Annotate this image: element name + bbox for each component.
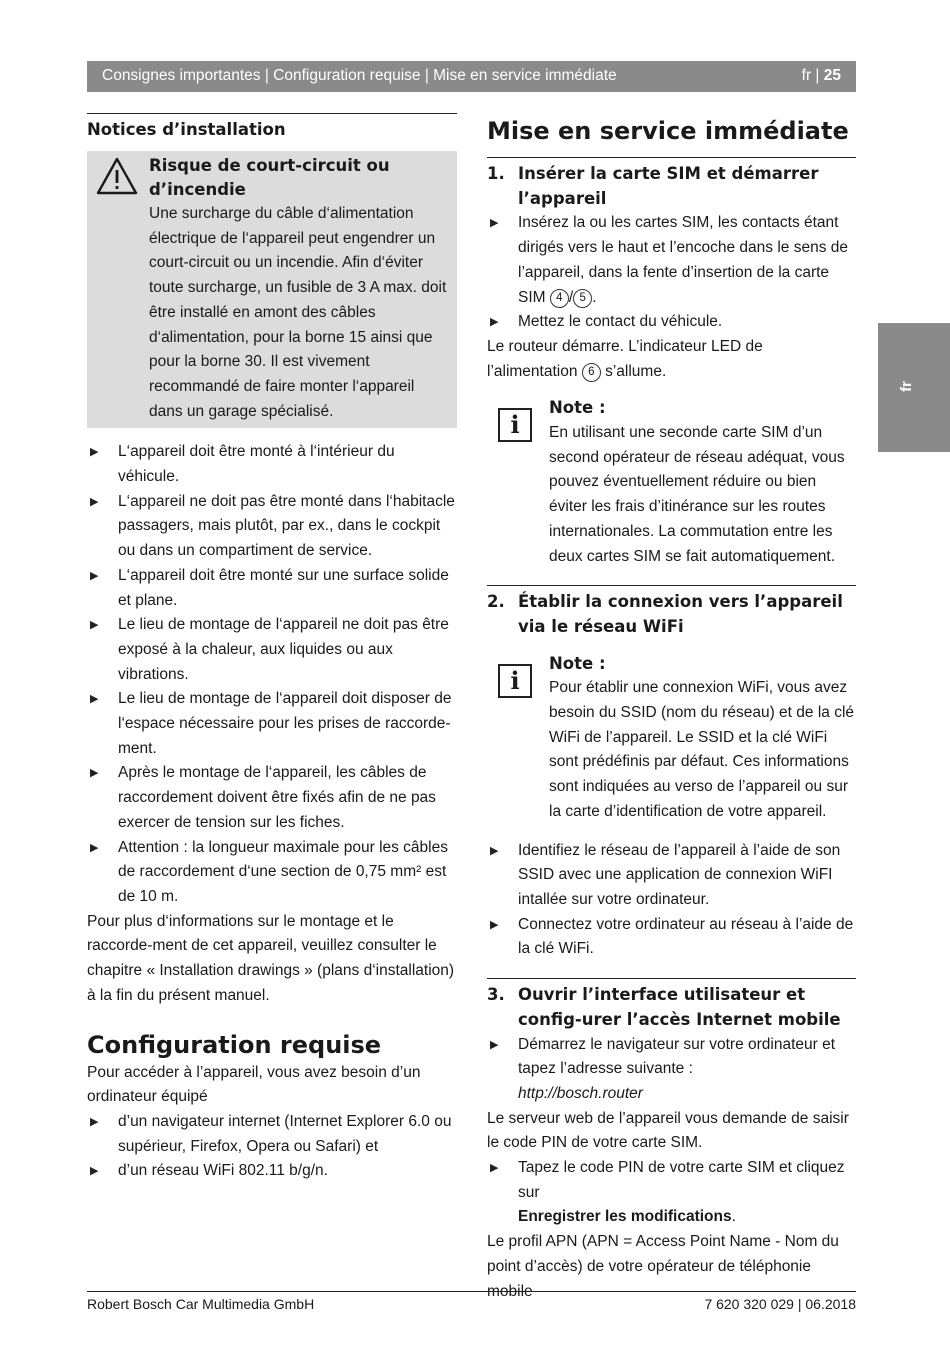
note-text: En utilisant une seconde carte SIM d’un second opérateur de réseau adéquat, vous pouvez éventuellement réduire ou bien éviter les frais d’itinérance sur les routes internationales. La commutation entre les deux cartes SIM se fait automatiquement.: [549, 424, 845, 565]
list-item: ▶ Le lieu de montage de l‘appareil doit disposer de l‘espace nécessaire pour les prises de raccorde-ment.: [87, 687, 457, 761]
step-1-heading: [487, 158, 856, 211]
list-item: [487, 1033, 856, 1107]
warning-box: [87, 151, 457, 428]
step-number: 1.: [487, 164, 505, 183]
list-item: ▶ Connectez votre ordinateur au réseau à l’aide de la clé WiFi.: [487, 913, 856, 962]
step-3-paragraph-2: Le profil APN (APN = Access Point Name - Nom du point d’accès) de votre opérateur de téléphonie mobile: [487, 1233, 839, 1300]
footer-company: Robert Bosch Car Multimedia GmbH: [87, 1296, 315, 1312]
callout-number: 5: [573, 289, 592, 308]
step-3-list-2: [487, 1156, 856, 1230]
list-item: ▶ L‘appareil ne doit pas être monté dans l‘habitacle passagers, mais plutôt, par ex., dans le cockpit ou dans un compartiment de service.: [87, 490, 457, 564]
config-intro: Pour accéder à l’appareil, vous avez besoin d’un ordinateur équipé: [87, 1063, 421, 1106]
header-lang: fr |: [801, 67, 824, 84]
page-number: 25: [823, 67, 841, 84]
note-box: [487, 396, 856, 569]
period: .: [592, 288, 597, 306]
step-2-heading: [487, 586, 856, 639]
step-3-heading: [487, 979, 856, 1032]
header-breadcrumb: Consignes importantes | Configuration requise | Mise en service immédiate: [102, 67, 617, 84]
info-icon: i: [498, 408, 532, 442]
result-text: Le routeur démarre. L’indicateur LED de l’alimentation: [487, 337, 763, 380]
list-item: ▶ L‘appareil doit être monté sur une surface solide et plane.: [87, 564, 457, 613]
notices-title: Notices d’installation: [87, 120, 286, 139]
mise-en-service-heading: Mise en service immédiate: [487, 117, 849, 145]
save-changes-label: Enregistrer les modifications: [518, 1208, 732, 1226]
step-number: 2.: [487, 592, 505, 612]
list-item: ▶ Après le montage de l‘appareil, les câbles de raccordement doivent être fixés afin de ne pas exercer de tension sur les fiches.: [87, 761, 457, 835]
language-tab-label: fr: [897, 381, 915, 392]
list-item-text: Insérez la ou les cartes SIM, les contacts étant dirigés vers le haut et l’encoche dans le sens de l’appareil, dans la fente d’insertion de la carte SIM: [518, 214, 849, 306]
info-icon: i: [498, 664, 532, 698]
footer-doc-number: 7 620 320 029 | 06.2018: [704, 1296, 856, 1312]
step-number: 3.: [487, 985, 505, 1005]
list-item: ▶ L‘appareil doit être monté à l‘intérieur du véhicule.: [87, 440, 457, 489]
page-header: [87, 61, 856, 92]
warning-title: Risque de court-circuit ou d’incendie: [149, 156, 390, 199]
step-title: Établir la connexion vers l’appareil via le réseau WiFi: [518, 592, 843, 636]
callout-number: 4: [550, 289, 569, 308]
list-item: ▶ Attention : la longueur maximale pour les câbles de raccordement d‘une section de 0,75 mm² est de 10 m.: [87, 836, 457, 910]
installation-paragraph: Pour plus d‘informations sur le montage et le raccorde-ment de cet appareil, veuillez consulter le chapitre « Installation drawings » (plans d‘installation) à la fin du présent manuel.: [87, 912, 455, 1004]
result-text-end: s’allume.: [600, 362, 667, 380]
warning-text: Une surcharge du câble d‘alimentation électrique de l‘appareil peut engendrer un court-circuit ou un incendie. Afin d‘éviter toute surcharge, un fusible de 3 A max. doit être installé en amont des câbles d‘alimentation, pour la borne 15 ainsi que pour la borne 30. Il est vivement recommandé de faire monter l‘appareil dans un garage spécialisé.: [149, 205, 447, 420]
list-item: ▶ Mettez le contact du véhicule.: [487, 310, 856, 335]
note-text: Pour établir une connexion WiFi, vous avez besoin du SSID (nom du réseau) et de la clé WiFi de l’appareil. Le SSID et la clé WiFi sont prédéfinis par défaut. Ces informations sont indiquées au verso de l’appareil ou sur la carte d’identification de votre appareil.: [549, 679, 855, 820]
step-1-list: [487, 211, 856, 335]
list-item-text: Tapez le code PIN de votre carte SIM et cliquez sur: [518, 1159, 845, 1201]
language-side-tab: [878, 323, 950, 452]
period: .: [731, 1208, 736, 1226]
warning-icon: [96, 157, 138, 195]
left-column: [87, 113, 457, 1184]
note-box: [487, 652, 856, 825]
config-heading: Configuration requise: [87, 1030, 382, 1059]
list-item-text: Démarrez le navigateur sur votre ordinateur et tapez l’adresse suivante :: [518, 1035, 836, 1078]
step-3-list: [487, 1033, 856, 1107]
step-title: Insérer la carte SIM et démarrer l’appareil: [518, 164, 819, 208]
list-item: [487, 211, 856, 310]
slash: /: [568, 288, 574, 306]
step-2-list: [487, 839, 856, 963]
header-page-number: [802, 67, 841, 85]
list-item: ▶ d’un réseau WiFi 802.11 b/g/n.: [87, 1159, 457, 1184]
callout-number: 6: [582, 363, 601, 382]
step-title: Ouvrir l’interface utilisateur et config-urer l’accès Internet mobile: [518, 985, 841, 1029]
list-item: ▶ Le lieu de montage de l‘appareil ne doit pas être exposé à la chaleur, aux liquides ou aux vibrations.: [87, 613, 457, 687]
config-list: [87, 1110, 457, 1184]
router-url: http://bosch.router: [518, 1084, 643, 1102]
list-item: ▶ d’un navigateur internet (Internet Explorer 6.0 ou supérieur, Firefox, Opera ou Safari) et: [87, 1110, 457, 1159]
note-title: Note :: [549, 398, 606, 418]
note-title: Note :: [549, 653, 606, 673]
list-item: [487, 1156, 856, 1230]
right-column: [487, 113, 856, 1304]
footer-divider: [87, 1291, 856, 1292]
step-1-result: [487, 335, 856, 384]
installation-list: [87, 440, 457, 909]
step-3-paragraph: Le serveur web de l’appareil vous demande de saisir le code PIN de votre carte SIM.: [487, 1109, 849, 1152]
list-item: ▶ Identifiez le réseau de l’appareil à l’aide de son SSID avec une application de connexion WiFI intallée sur votre ordinateur.: [487, 839, 856, 913]
